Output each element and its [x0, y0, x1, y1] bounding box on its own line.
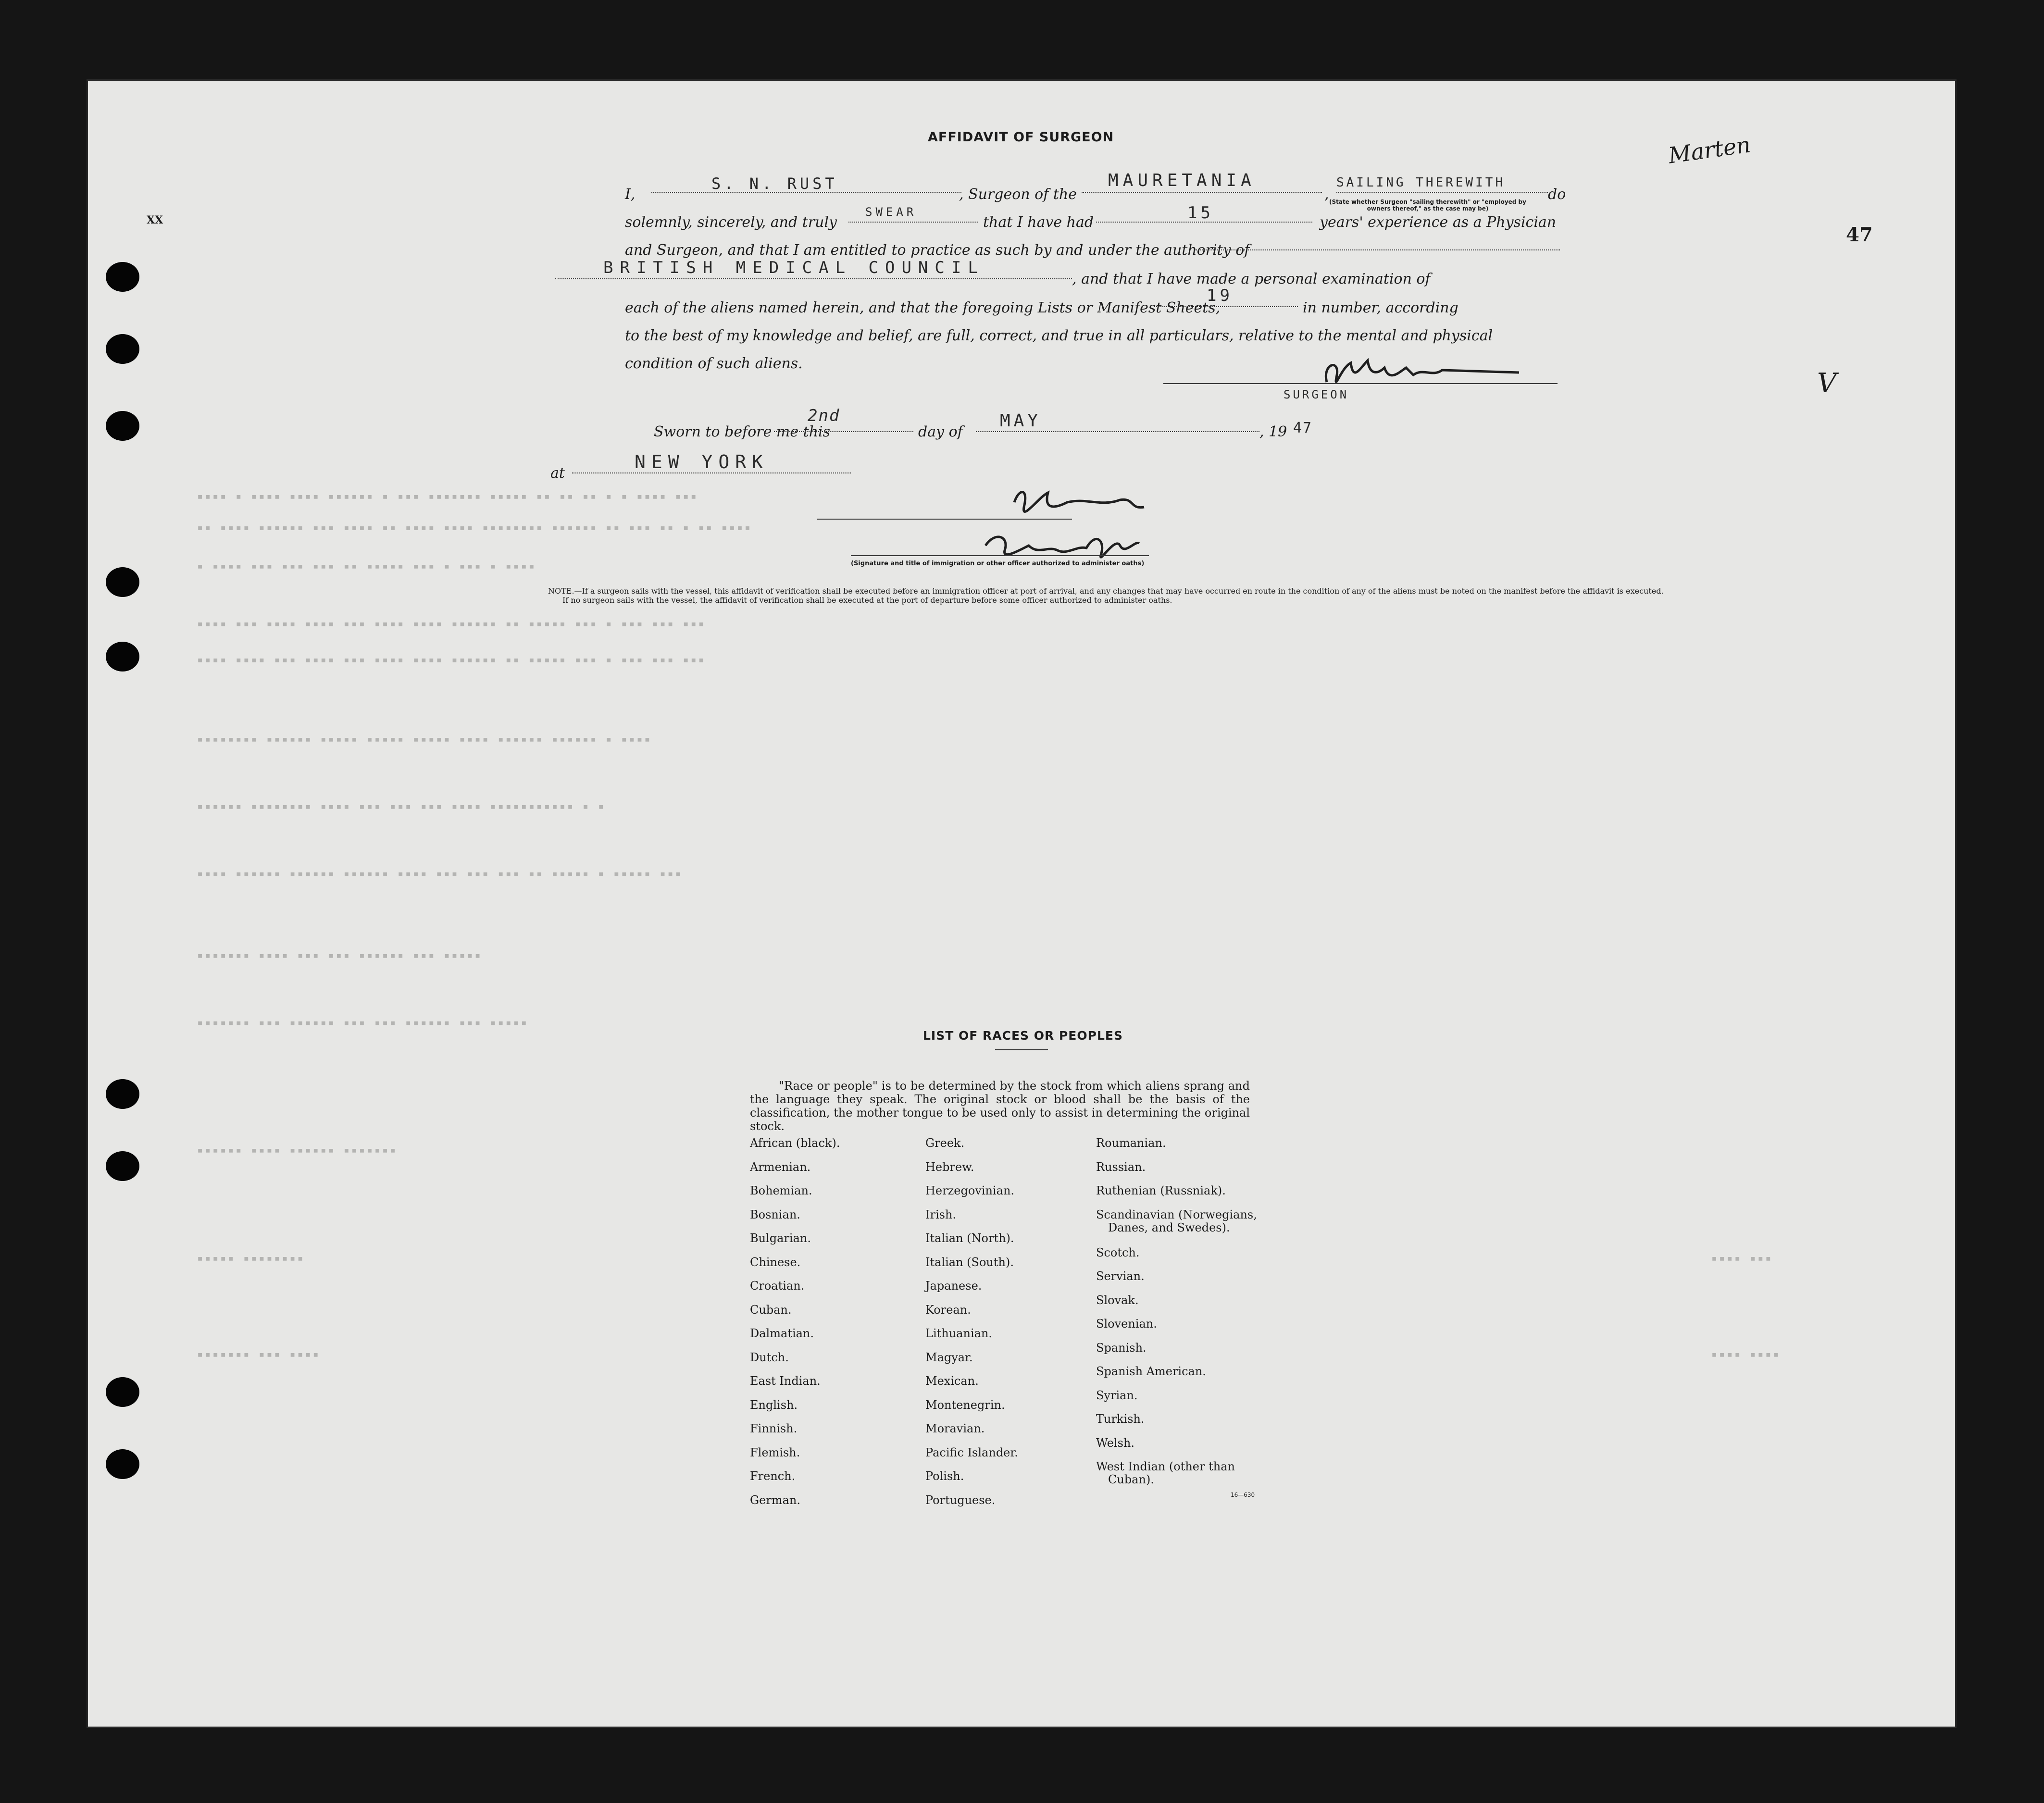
race-item: Polish. [925, 1469, 964, 1483]
punch-hole [106, 1377, 139, 1407]
affidavit-text: day of [918, 423, 963, 440]
race-item: Turkish. [1096, 1412, 1145, 1426]
race-item: Montenegrin. [925, 1398, 1005, 1412]
race-item: German. [750, 1493, 800, 1507]
affidavit-text: at [550, 465, 565, 482]
race-item: Scotch. [1096, 1245, 1140, 1259]
punch-hole [106, 334, 139, 364]
years-value: 15 [1187, 203, 1214, 223]
surgeon-name-value: S. N. RUST [711, 174, 838, 193]
race-item: Spanish. [1096, 1341, 1147, 1355]
sworn-day-field [774, 415, 913, 432]
race-item: Croatian. [750, 1279, 805, 1293]
punch-hole [106, 262, 139, 292]
affidavit-note [548, 586, 1779, 605]
affidavit-text: Sworn to before me this [654, 423, 831, 440]
sailing-value: SAILING THEREWITH [1336, 175, 1506, 190]
race-item: Magyar. [925, 1350, 973, 1364]
punch-hole [106, 642, 139, 671]
race-item: Bohemian. [750, 1184, 812, 1197]
race-item: Slovak. [1096, 1293, 1139, 1307]
race-item: Pacific Islander. [925, 1445, 1018, 1459]
race-item: Slovenian. [1096, 1317, 1157, 1331]
race-item: East Indian. [750, 1374, 821, 1388]
surgeon-label: SURGEON [1284, 388, 1349, 401]
place-value: NEW YORK [635, 451, 769, 473]
races-description: "Race or people" is to be determined by the stock from which aliens sprang and the language they speak. The original stock or blood shall be the basis of the classification, the mother tongue to be used only to assist in determining the original stock. [750, 1079, 1250, 1133]
authority-value: BRITISH MEDICAL COUNCIL [603, 258, 985, 277]
marginal-mark: XX [147, 214, 163, 226]
punch-hole [106, 411, 139, 441]
officer-caption: (Signature and title of immigration or other officer authorized to administer oaths) [851, 560, 1145, 567]
affidavit-text: in number, according [1303, 299, 1458, 316]
race-item: Dutch. [750, 1350, 789, 1364]
affidavit-text: condition of such aliens. [625, 355, 803, 372]
surgeon-signature-line [1163, 383, 1558, 384]
race-item: Welsh. [1096, 1436, 1134, 1450]
race-item: Greek. [925, 1136, 965, 1150]
document-sheet: 47 Marten V XX ▪▪▪▪ ▪ ▪▪▪▪ ▪▪▪▪ ▪▪▪▪▪▪ ▪ ▪▪▪ ▪▪▪▪▪▪▪ ▪▪▪▪▪ ▪▪ ▪▪ ▪▪ ▪ ▪ ▪▪▪▪ ▪▪▪ ▪▪ ▪▪▪▪ ▪▪▪▪▪▪ ▪▪▪ ▪▪▪▪ ▪▪ ▪▪▪▪ ▪▪▪▪ ▪▪▪▪▪▪▪▪ ▪▪▪▪▪▪ ▪▪ ▪▪▪ ▪▪ ▪ ▪▪ ▪▪▪▪ ▪ ▪▪▪▪ ▪▪▪ ▪▪▪ ▪▪▪ ▪▪ ▪▪▪▪▪ ▪▪▪ ▪ ▪▪▪ ▪ ▪▪▪▪ ▪▪▪▪ ▪▪▪ ▪▪▪▪ ▪▪▪▪ ▪▪▪ ▪▪▪▪ ▪▪▪▪ ▪▪▪▪▪▪ ▪▪ ▪▪▪▪▪ ▪▪▪ ▪ ▪▪▪ ▪▪▪ ▪▪▪ ▪▪▪▪ ▪▪▪▪ ▪▪▪ ▪▪▪▪ ▪▪▪ ▪▪▪▪ ▪▪▪▪ ▪▪▪▪▪▪ ▪▪ ▪▪▪▪▪ ▪▪▪ ▪ ▪▪▪ ▪▪▪ ▪▪▪ ▪▪▪▪▪▪▪▪ ▪▪▪▪▪▪ ▪▪▪▪▪ ▪▪▪▪▪ ▪▪▪▪▪ ▪▪▪▪ ▪▪▪▪▪▪ ▪▪▪▪▪▪ ▪ ▪▪▪▪ ▪▪▪▪▪▪ ▪▪▪▪▪▪▪▪ ▪▪▪▪ ▪▪▪ ▪▪▪ ▪▪▪ ▪▪▪▪ ▪▪▪▪▪▪▪▪▪▪▪ ▪ ▪ ▪▪▪▪ ▪▪▪▪▪▪ ▪▪▪▪▪▪ ▪▪▪▪▪▪ ▪▪▪▪ ▪▪▪ ▪▪▪ ▪▪▪ ▪▪ ▪▪▪▪▪ ▪ ▪▪▪▪▪ ▪▪▪ ▪▪▪▪▪▪▪ ▪▪▪▪ ▪▪▪ ▪▪▪ ▪▪▪▪▪▪ ▪▪▪ ▪▪▪▪▪ ▪▪▪▪▪▪▪ ▪▪▪ ▪▪▪▪▪▪ ▪▪▪ ▪▪▪ ▪▪▪▪▪▪ ▪▪▪ ▪▪▪▪▪ ▪▪▪▪▪▪ ▪▪▪▪ ▪▪▪▪▪▪ ▪▪▪▪▪▪▪ ▪▪▪▪▪ ▪▪▪▪▪▪▪▪ ▪▪▪▪▪▪▪ ▪▪▪ ▪▪▪▪ ▪▪▪▪ ▪▪▪ ▪▪▪▪ ▪▪▪▪ AFFIDAVIT OF SURGEON I, S. N. RUST , Surgeon of the MAURETANIA , SAILING THEREWITH do (State whether Surgeon "sailing therewith" or "employed by owners thereof," as the case may be) solemnly, sincerely, and truly SWEAR that I have had 15 years' experience as a Physician and Surgeon, and that I am entitled to practice as such by and under the authority of BRITISH MEDICAL COUNCIL , and that I have made a personal examination of each of the aliens named herein, and that the foregoing Lists or Manifest Sheets, 19 in number, according to the best of my knowledge and belief, are full, correct, and true in all particulars, relative to the mental and physical condition of such aliens. SURGEON Sworn to before me this 2nd day of MAY , 19 47 at NEW YORK (Signature and title of immigration or other officer authorized to administer oaths) NOTE.—If a surgeon sails with the vessel, this affidavit of verification shall be executed before an immigration officer at port of arrival, and any changes that may have occurred en route in the condition of any of the aliens must be noted on the manifest before the affidavit is executed. If no surgeon sails with the vessel, the affidavit of verification shall be executed at the port of departure before some officer authorized to administer oaths. LIST OF RACES OR PEOPLES "Race or people" is to be determined by the stock from which aliens sprang and the language they speak. The original stock or blood shall be the basis of the classification, the mother tongue to be used only to assist in determining the original stock. African (black). Armenian. Bohemian. Bosnian. Bulgarian. Chinese. Croatian. Cuban. Dalmatian. Dutch. East Indian. English. Finnish. Flemish. French. German. Greek. Hebrew. Herzegovinian. Irish. Italian (North). Italian (South). Japanese. Korean. Lithuanian. Magyar. Mexican. Montenegrin. Moravian. Pacific Islander. Polish. Portuguese. Roumanian. Russian. Ruthenian (Russniak). Scandinavian (Norwegians, Danes, and Swedes). Scotch. Servian. Slovak. Slovenian. Spanish. Spanish American. Syrian. Turkish. Welsh. West Indian (other than Cuban). 16—630 [87, 79, 1957, 1728]
race-item: Armenian. [750, 1160, 811, 1174]
punch-hole [106, 1449, 139, 1479]
vessel-value: MAURETANIA [1108, 171, 1256, 190]
swear-value: SWEAR [865, 205, 917, 219]
sworn-year-value: 47 [1293, 420, 1313, 436]
race-item: Roumanian. [1096, 1136, 1166, 1150]
affidavit-text: to the best of my knowledge and belief, are full, correct, and true in all particulars, relative to the mental and physical [625, 327, 1493, 344]
officer-signature-line-1 [817, 519, 1072, 520]
note-text: If no surgeon sails with the vessel, the affidavit of verification shall be executed at the port of departure before some officer authorized to administer oaths. [562, 596, 1172, 605]
races-title-rule [995, 1049, 1048, 1050]
sworn-month-value: MAY [1000, 411, 1042, 431]
punch-hole [106, 1079, 139, 1109]
race-item: Finnish. [750, 1422, 798, 1435]
affidavit-text: do [1548, 186, 1566, 203]
race-item: Danes, and Swedes). [1108, 1220, 1230, 1234]
race-item: Russian. [1096, 1160, 1146, 1174]
tick-mark: V [1817, 368, 1837, 399]
affidavit-text: each of the aliens named herein, and that the foregoing Lists or Manifest Sheets, [625, 299, 1221, 316]
race-item: Korean. [925, 1303, 971, 1317]
punch-hole [106, 1151, 139, 1181]
note-text: NOTE.—If a surgeon sails with the vessel, this affidavit of verification shall be executed before an immigration officer at port of arrival, and any changes that may have occurred en route in the condition of any of the aliens must be noted on the manifest before the affidavit is executed. [548, 586, 1664, 596]
corner-handwritten-note: Marten [1667, 131, 1752, 169]
authority-field-continued [1195, 233, 1560, 250]
race-item: Dalmatian. [750, 1327, 814, 1340]
race-item: Bulgarian. [750, 1231, 811, 1245]
race-item: Ruthenian (Russniak). [1096, 1184, 1226, 1197]
officer-signature-line-2 [851, 555, 1149, 556]
race-item: Italian (South). [925, 1255, 1014, 1269]
race-item: Bosnian. [750, 1207, 800, 1221]
sworn-day-value: 2nd [808, 406, 840, 425]
race-item: Moravian. [925, 1422, 985, 1435]
affidavit-text: solemnly, sincerely, and truly [625, 214, 837, 231]
affidavit-text: that I have had [983, 214, 1094, 231]
race-item: African (black). [750, 1136, 840, 1150]
affidavit-text: , Surgeon of the [959, 186, 1077, 203]
race-item: English. [750, 1398, 798, 1412]
race-item: Hebrew. [925, 1160, 974, 1174]
races-title: LIST OF RACES OR PEOPLES [923, 1029, 1123, 1043]
race-item: West Indian (other than [1096, 1460, 1235, 1474]
officer-signature [976, 483, 1245, 589]
race-item: Cuban. [750, 1303, 792, 1317]
affidavit-text: and Surgeon, and that I am entitled to practice as such by and under the authority of [625, 242, 1250, 259]
race-item: Herzegovinian. [925, 1184, 1015, 1197]
punch-hole [106, 567, 139, 597]
race-item: Japanese. [925, 1279, 982, 1293]
race-item: Syrian. [1096, 1388, 1138, 1402]
race-item: Spanish American. [1096, 1365, 1206, 1379]
form-number: 16—630 [1231, 1492, 1255, 1498]
sworn-year-prefix: , 19 [1259, 423, 1287, 440]
affidavit-title: AFFIDAVIT OF SURGEON [928, 130, 1114, 145]
race-item: Italian (North). [925, 1231, 1014, 1245]
page-number: 47 [1846, 224, 1873, 246]
sailing-note: (State whether Surgeon "sailing therewith" or "employed by owners thereof," as the case may be) [1329, 199, 1526, 212]
race-item: Servian. [1096, 1269, 1145, 1283]
race-item: Scandinavian (Norwegians, [1096, 1207, 1257, 1221]
affidavit-text: I, [625, 186, 636, 203]
affidavit-text: years' experience as a Physician [1320, 214, 1557, 231]
race-item: Flemish. [750, 1445, 800, 1459]
affidavit-text: , and that I have made a personal examination of [1072, 271, 1431, 287]
race-item: Irish. [925, 1207, 957, 1221]
affidavit-text: , [1324, 186, 1329, 203]
race-item: Lithuanian. [925, 1327, 993, 1340]
race-item: Chinese. [750, 1255, 801, 1269]
race-item: Mexican. [925, 1374, 979, 1388]
sheets-value: 19 [1207, 286, 1233, 305]
race-item: Cuban). [1108, 1473, 1154, 1487]
race-item: Portuguese. [925, 1493, 996, 1507]
race-item: French. [750, 1469, 796, 1483]
